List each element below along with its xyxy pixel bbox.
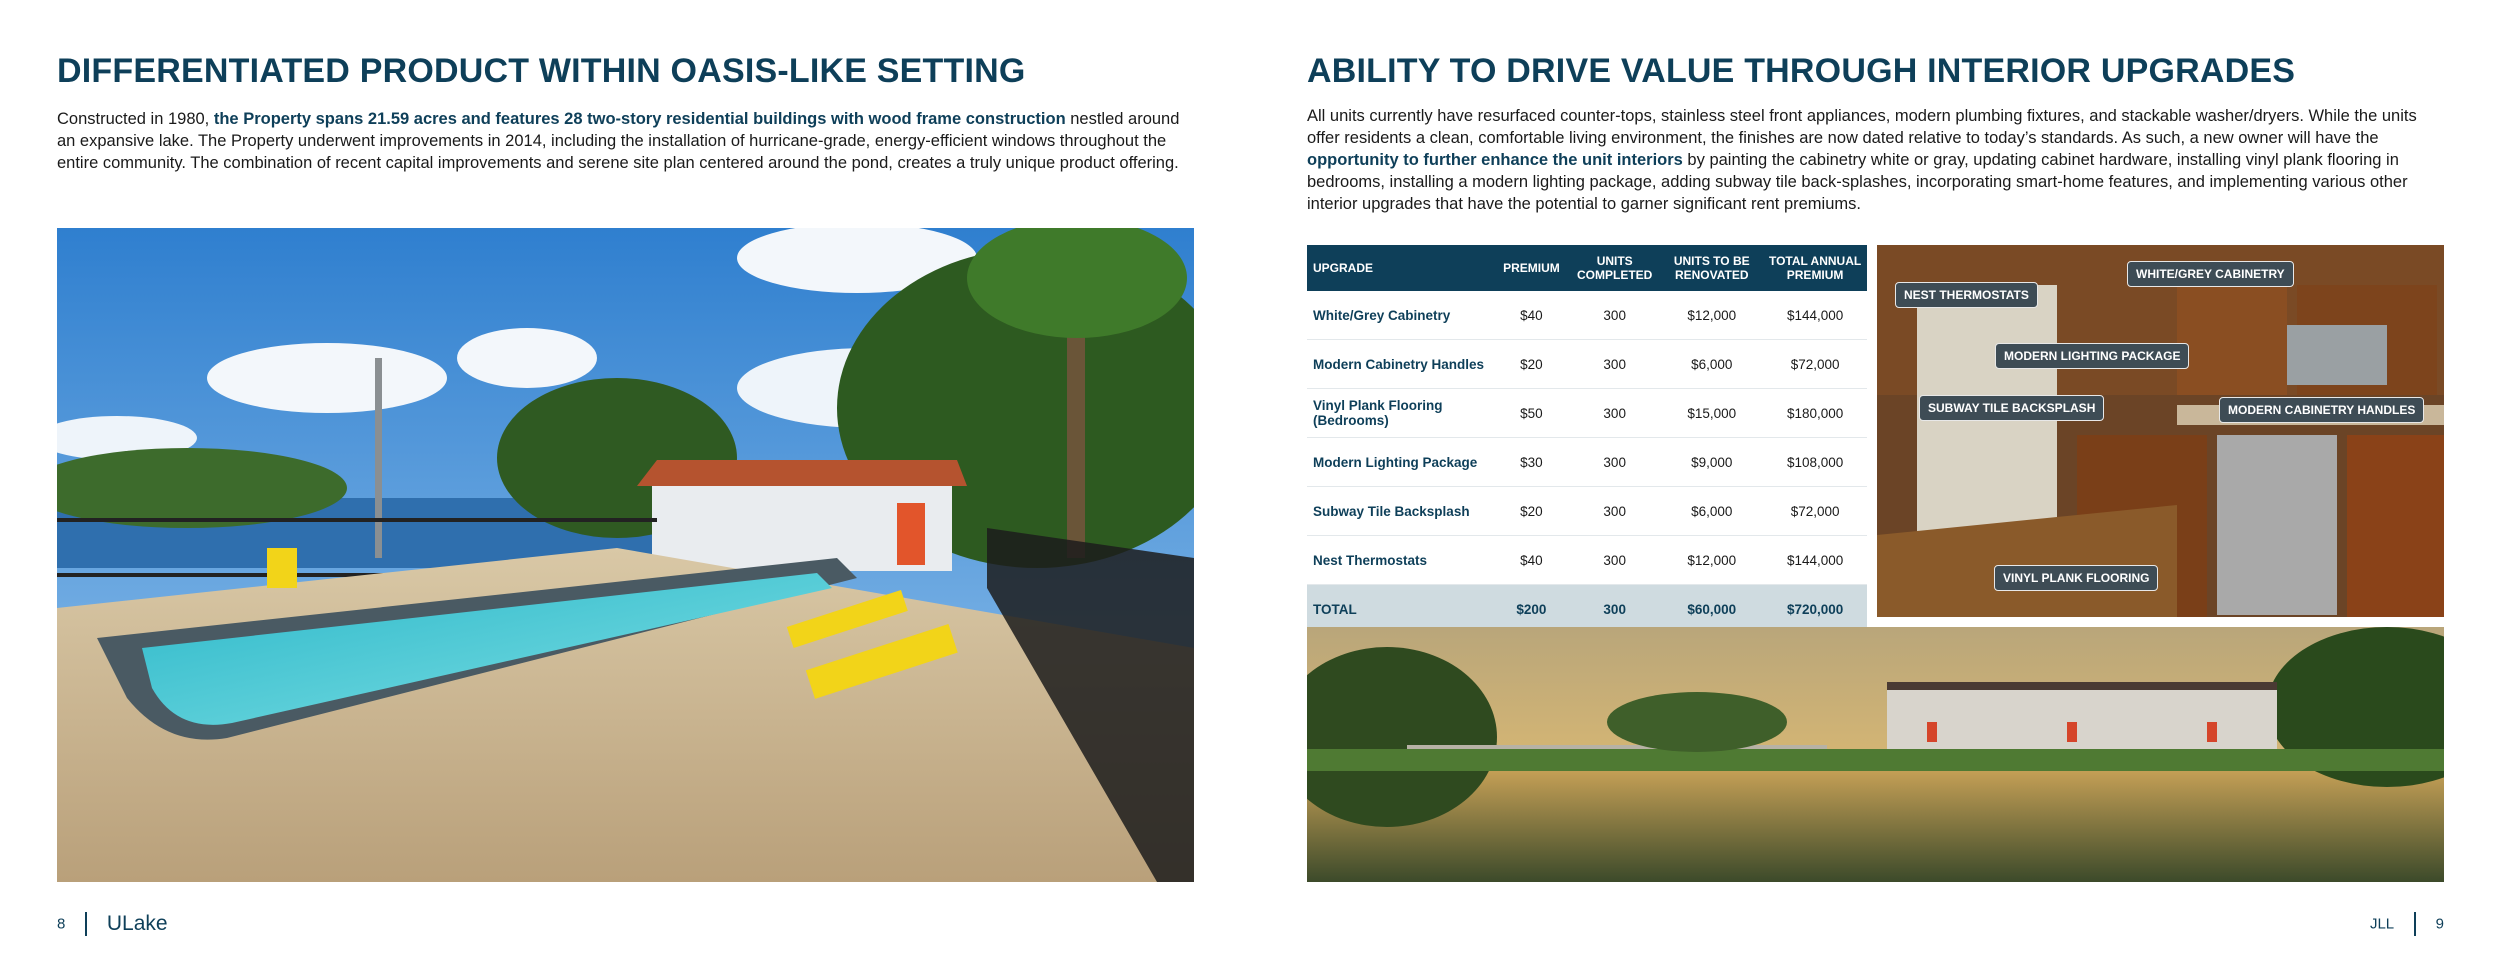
table-row: Vinyl Plank Flooring (Bedrooms) $50 300 $15,000 $180,000 — [1307, 389, 1867, 438]
tag-modern-cabinetry-handles: MODERN CABINETRY HANDLES — [2219, 397, 2424, 423]
lake-scene — [1307, 627, 2444, 882]
table-total-row: TOTAL $200 300 $60,000 $720,000 — [1307, 585, 1867, 634]
pool-photo — [57, 228, 1194, 882]
right-intro-paragraph: All units currently have resurfaced counter-tops, stainless steel front appliances, modern plumbing fixtures, and stackable washer/dryers. While the units offer residents a clean, comfortable living environment, the finishes are now dated relative to today’s standards. As such, a new owner will have the opportunity to further enhance the unit interiors by painting the cabinetry white or gray, updating cabinet hardware, installing vinyl plank flooring in bedrooms, installing a modern lighting package, adding subway tile back-splashes, incorporating smart-home features, and implementing various other interior upgrades that have the potential to garner significant rent premiums. — [1307, 107, 2417, 213]
upgrade-table — [1307, 245, 1867, 633]
right-page — [1250, 0, 2500, 966]
footer-divider — [85, 912, 87, 936]
brand-logo-text: JLL — [2369, 915, 2395, 933]
tag-white-grey-cabinetry: WHITE/GREY CABINETRY — [2127, 261, 2294, 287]
tag-subway-tile-backsplash: SUBWAY TILE BACKSPLASH — [1919, 395, 2104, 421]
pool-scene — [57, 228, 1194, 882]
tag-vinyl-plank-flooring: VINYL PLANK FLOORING — [1994, 565, 2158, 591]
table-row: Nest Thermostats $40 300 $12,000 $144,000 — [1307, 536, 1867, 585]
right-footer — [2370, 912, 2444, 936]
left-heading: DIFFERENTIATED PRODUCT WITHIN OASIS-LIKE SETTING — [57, 52, 1026, 90]
page-number: 8 — [57, 915, 66, 933]
table-header-row — [1307, 245, 1867, 291]
table-row: White/Grey Cabinetry $40 300 $12,000 $144,000 — [1307, 291, 1867, 340]
kitchen-photo — [1877, 245, 2444, 617]
lake-photo — [1307, 627, 2444, 882]
tag-modern-lighting-package: MODERN LIGHTING PACKAGE — [1995, 343, 2189, 369]
header-units-completed: UNITS COMPLETED — [1569, 245, 1660, 291]
header-total-annual-premium: TOTAL ANNUAL PREMIUM — [1763, 245, 1867, 291]
header-units-to-renovate: UNITS TO BE RENOVATED — [1660, 245, 1763, 291]
table-row: Modern Cabinetry Handles $20 300 $6,000 $72,000 — [1307, 340, 1867, 389]
table-row: Subway Tile Backsplash $20 300 $6,000 $72,000 — [1307, 487, 1867, 536]
header-upgrade: UPGRADE — [1307, 245, 1494, 291]
footer-divider — [2414, 912, 2416, 936]
header-premium: PREMIUM — [1494, 245, 1569, 291]
table-row: Modern Lighting Package $30 300 $9,000 $108,000 — [1307, 438, 1867, 487]
right-heading: ABILITY TO DRIVE VALUE THROUGH INTERIOR UPGRADES — [1307, 52, 2296, 90]
brand-name: ULake — [106, 912, 168, 935]
left-footer — [57, 912, 168, 936]
page-number: 9 — [2435, 915, 2444, 933]
tag-nest-thermostats: NEST THERMOSTATS — [1895, 282, 2038, 308]
left-intro-paragraph: Constructed in 1980, the Property spans 21.59 acres and features 28 two-story residential buildings with wood frame construction nestled around an expansive lake. The Property underwent improvements in 2014, including the installation of hurricane-grade, energy-efficient windows throughout the entire community. The combination of recent capital improvements and serene site plan centered around the pond, creates a truly unique product offering. — [57, 110, 1180, 172]
